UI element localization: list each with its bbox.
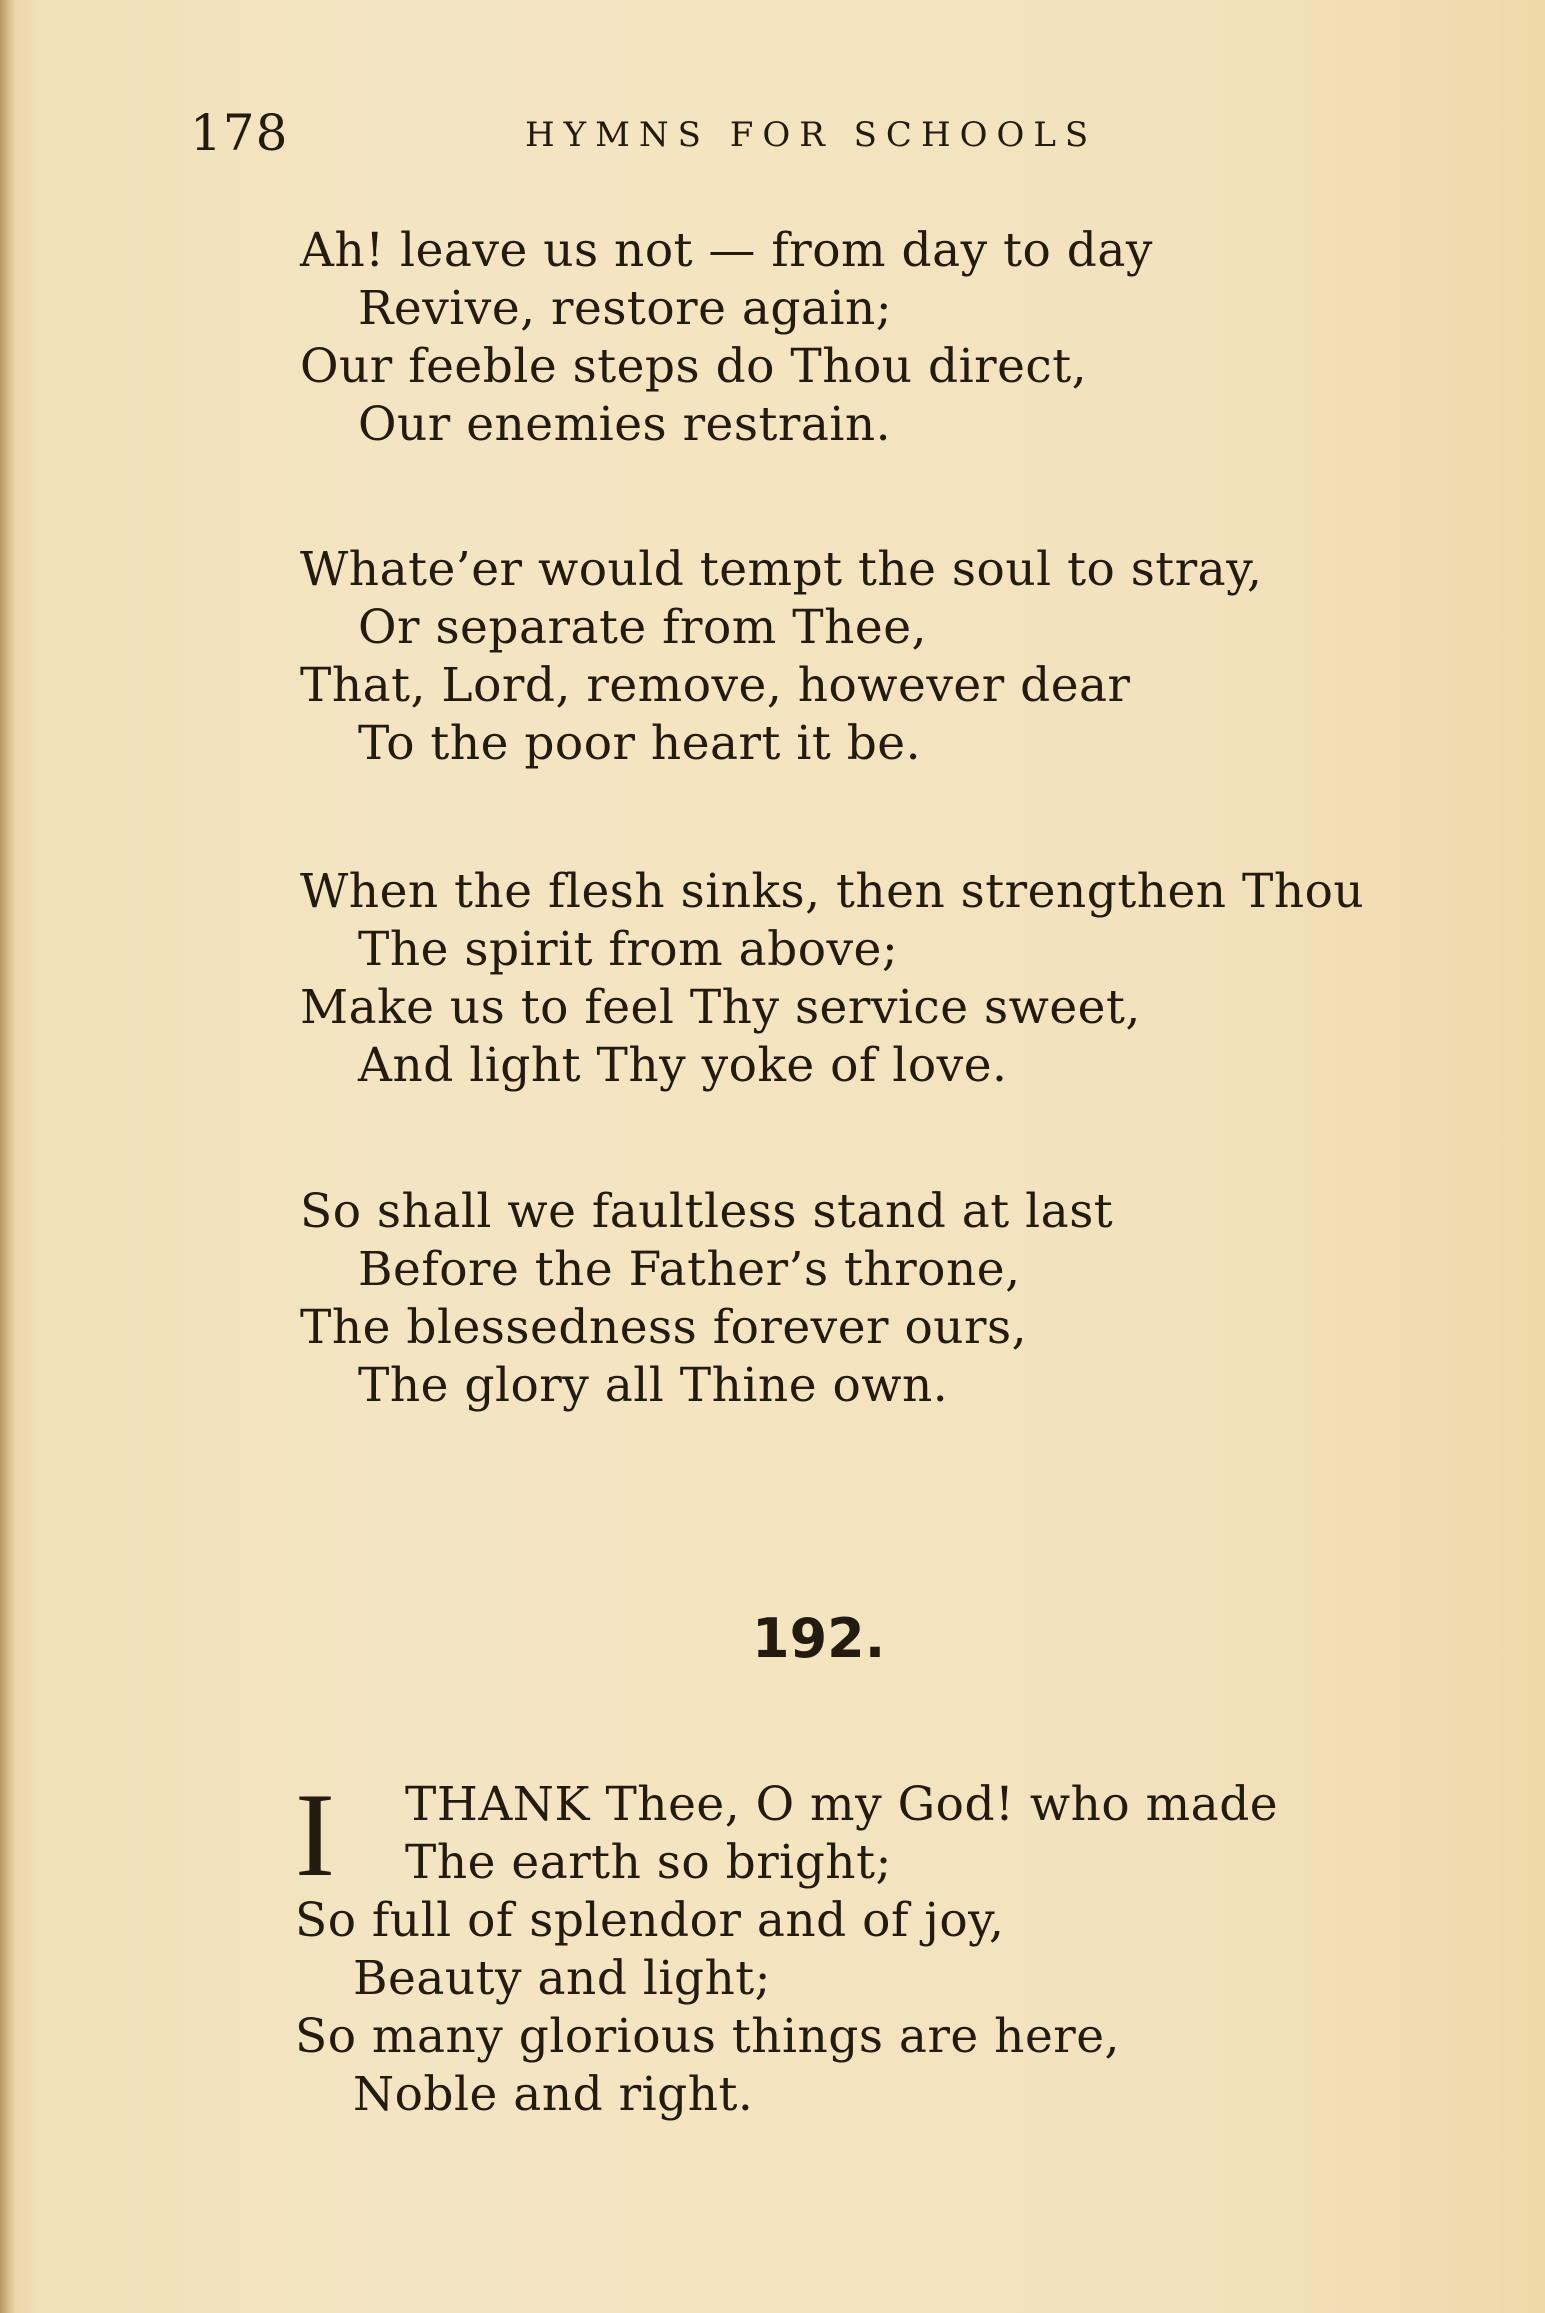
running-head: HYMNS FOR SCHOOLS xyxy=(525,115,1098,155)
drop-cap: I xyxy=(295,1768,335,1901)
stanza-line: When the flesh sinks, then strengthen Thou xyxy=(300,864,1365,919)
stanza-line: The earth so bright; xyxy=(405,1835,892,1890)
stanza-line: So shall we faultless stand at last xyxy=(300,1184,1114,1239)
stanza-line: Our feeble steps do Thou direct, xyxy=(300,339,1088,394)
stanza-line: The spirit from above; xyxy=(358,922,899,977)
hymn-first-stanza xyxy=(295,1768,1279,2124)
stanza-line: THANK Thee, O my God! who made xyxy=(405,1777,1279,1832)
stanza-line: Our enemies restrain. xyxy=(358,397,892,452)
stanza-1 xyxy=(300,222,1153,454)
stanza-line: Beauty and light; xyxy=(353,1951,771,2006)
stanza-line: That, Lord, remove, however dear xyxy=(300,658,1131,713)
stanza-line: Whate’er would tempt the soul to stray, xyxy=(300,542,1263,597)
stanza-line: Make us to feel Thy service sweet, xyxy=(300,980,1141,1035)
stanza-line: The glory all Thine own. xyxy=(358,1358,949,1413)
stanza-line: And light Thy yoke of love. xyxy=(358,1038,1008,1093)
stanza-4 xyxy=(300,1183,1113,1415)
page-number: 178 xyxy=(190,104,289,162)
stanza-2 xyxy=(300,541,1262,773)
stanza-line: So full of splendor and of joy, xyxy=(295,1893,1005,1948)
stanza-line: Before the Father’s throne, xyxy=(358,1242,1021,1297)
stanza-line: The blessedness forever ours, xyxy=(300,1300,1028,1355)
stanza-line: So many glorious things are here, xyxy=(295,2009,1120,2064)
stanza-3 xyxy=(300,863,1364,1095)
stanza-line: Ah! leave us not — from day to day xyxy=(300,223,1153,278)
stanza-line: To the poor heart it be. xyxy=(358,716,922,771)
stanza-line: Or separate from Thee, xyxy=(358,600,927,655)
binding-edge xyxy=(0,0,14,2313)
stanza-line: Revive, restore again; xyxy=(358,281,893,336)
hymn-number: 192. xyxy=(752,1607,886,1670)
stanza-line: Noble and right. xyxy=(353,2067,754,2122)
